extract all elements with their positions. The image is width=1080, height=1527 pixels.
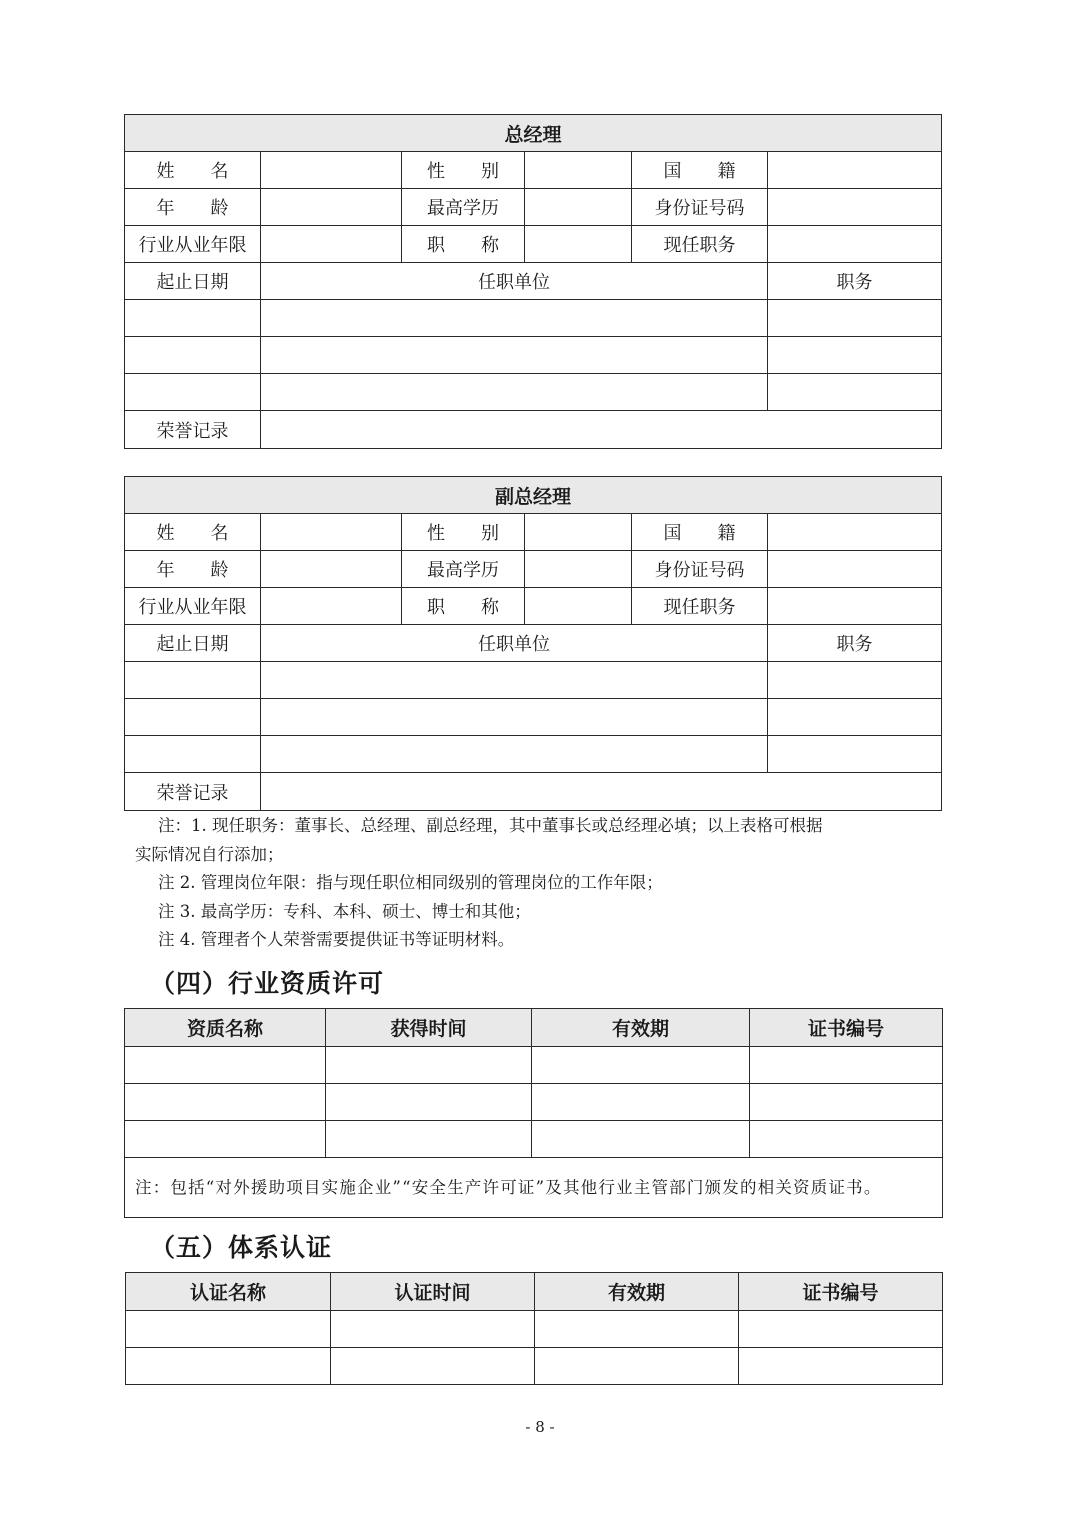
position-field[interactable]	[768, 226, 942, 263]
honors-label: 荣誉记录	[125, 773, 261, 811]
cell[interactable]	[326, 1047, 532, 1084]
table-row	[125, 374, 942, 411]
nationality-label: 国 籍	[632, 152, 768, 189]
period-cell[interactable]	[125, 300, 261, 337]
job-cell[interactable]	[768, 736, 942, 773]
education-label: 最高学历	[402, 189, 525, 226]
section-4-title: （四）行业资质许可	[150, 969, 385, 998]
column-header: 有效期	[532, 1009, 750, 1047]
note-2: 注 2. 管理岗位年限：指与现任职位相同级别的管理岗位的工作年限；	[158, 873, 663, 892]
column-header: 认证时间	[331, 1273, 535, 1311]
period-cell[interactable]	[125, 374, 261, 411]
industry-years-label: 行业从业年限	[125, 226, 261, 263]
column-header: 有效期	[535, 1273, 739, 1311]
note-4: 注 4. 管理者个人荣誉需要提供证书等证明材料。	[158, 930, 515, 949]
position-field[interactable]	[768, 588, 942, 625]
cell[interactable]	[739, 1311, 943, 1348]
cell[interactable]	[750, 1084, 943, 1121]
name-field[interactable]	[261, 152, 402, 189]
table-row	[126, 1311, 943, 1348]
table-row	[125, 736, 942, 773]
cell[interactable]	[125, 1121, 326, 1158]
job-header: 职务	[768, 625, 942, 662]
qualification-table	[124, 1008, 943, 1218]
table-title: 副总经理	[125, 477, 942, 514]
name-field[interactable]	[261, 514, 402, 551]
section-5-title: （五）体系认证	[150, 1233, 333, 1262]
age-field[interactable]	[261, 551, 402, 588]
page-number: - 8 -	[525, 1418, 555, 1436]
employer-header: 任职单位	[261, 263, 768, 300]
title-rank-field[interactable]	[525, 588, 632, 625]
certification-table	[125, 1272, 943, 1385]
period-cell[interactable]	[125, 662, 261, 699]
employer-header: 任职单位	[261, 625, 768, 662]
id-number-field[interactable]	[768, 189, 942, 226]
cell[interactable]	[326, 1121, 532, 1158]
employer-cell[interactable]	[261, 300, 768, 337]
education-field[interactable]	[525, 189, 632, 226]
table-row	[125, 337, 942, 374]
general-manager-table	[124, 114, 942, 449]
table-row	[126, 1348, 943, 1385]
job-cell[interactable]	[768, 699, 942, 736]
column-header: 认证名称	[126, 1273, 331, 1311]
table-row	[125, 1047, 943, 1084]
table-row	[125, 699, 942, 736]
period-cell[interactable]	[125, 337, 261, 374]
honors-field[interactable]	[261, 411, 942, 449]
job-cell[interactable]	[768, 662, 942, 699]
cell[interactable]	[125, 1047, 326, 1084]
id-number-field[interactable]	[768, 551, 942, 588]
table-row	[125, 662, 942, 699]
cell[interactable]	[739, 1348, 943, 1385]
period-cell[interactable]	[125, 736, 261, 773]
table-row	[125, 1084, 943, 1121]
cell[interactable]	[532, 1047, 750, 1084]
education-field[interactable]	[525, 551, 632, 588]
honors-field[interactable]	[261, 773, 942, 811]
cell[interactable]	[535, 1348, 739, 1385]
education-label: 最高学历	[402, 551, 525, 588]
title-rank-label: 职 称	[402, 588, 525, 625]
table-row	[125, 1121, 943, 1158]
employer-cell[interactable]	[261, 736, 768, 773]
id-number-label: 身份证号码	[632, 189, 768, 226]
column-header: 资质名称	[125, 1009, 326, 1047]
industry-years-field[interactable]	[261, 226, 402, 263]
industry-years-field[interactable]	[261, 588, 402, 625]
employer-cell[interactable]	[261, 374, 768, 411]
table-title: 总经理	[125, 115, 942, 152]
cell[interactable]	[125, 1084, 326, 1121]
position-label: 现任职务	[632, 226, 768, 263]
table-row	[125, 300, 942, 337]
title-rank-label: 职 称	[402, 226, 525, 263]
employer-cell[interactable]	[261, 662, 768, 699]
gender-label: 性 别	[402, 152, 525, 189]
note-3: 注 3. 最高学历：专科、本科、硕士、博士和其他；	[158, 902, 531, 921]
job-cell[interactable]	[768, 374, 942, 411]
job-header: 职务	[768, 263, 942, 300]
cell[interactable]	[326, 1084, 532, 1121]
cell[interactable]	[535, 1311, 739, 1348]
column-header: 证书编号	[739, 1273, 943, 1311]
cell[interactable]	[532, 1121, 750, 1158]
employer-cell[interactable]	[261, 699, 768, 736]
gender-field[interactable]	[525, 152, 632, 189]
column-header: 获得时间	[326, 1009, 532, 1047]
period-header: 起止日期	[125, 263, 261, 300]
cell[interactable]	[331, 1348, 535, 1385]
gender-field[interactable]	[525, 514, 632, 551]
job-cell[interactable]	[768, 337, 942, 374]
note-1b: 实际情况自行添加；	[135, 845, 284, 864]
age-field[interactable]	[261, 189, 402, 226]
age-label: 年 龄	[125, 189, 261, 226]
age-label: 年 龄	[125, 551, 261, 588]
nationality-field[interactable]	[768, 514, 942, 551]
cell[interactable]	[750, 1121, 943, 1158]
nationality-field[interactable]	[768, 152, 942, 189]
honors-label: 荣誉记录	[125, 411, 261, 449]
job-cell[interactable]	[768, 300, 942, 337]
cell[interactable]	[331, 1311, 535, 1348]
employer-cell[interactable]	[261, 337, 768, 374]
period-header: 起止日期	[125, 625, 261, 662]
period-cell[interactable]	[125, 699, 261, 736]
position-label: 现任职务	[632, 588, 768, 625]
cell[interactable]	[126, 1348, 331, 1385]
nationality-label: 国 籍	[632, 514, 768, 551]
deputy-general-manager-table	[124, 476, 942, 811]
name-label: 姓 名	[125, 514, 261, 551]
note-1a: 注：1. 现任职务：董事长、总经理、副总经理，其中董事长或总经理必填；以上表格可根据	[158, 816, 823, 835]
column-header: 证书编号	[750, 1009, 943, 1047]
id-number-label: 身份证号码	[632, 551, 768, 588]
cell[interactable]	[532, 1084, 750, 1121]
industry-years-label: 行业从业年限	[125, 588, 261, 625]
gender-label: 性 别	[402, 514, 525, 551]
qualification-note: 注：包括“对外援助项目实施企业”“安全生产许可证”及其他行业主管部门颁发的相关资质证书。	[125, 1158, 943, 1218]
cell[interactable]	[126, 1311, 331, 1348]
name-label: 姓 名	[125, 152, 261, 189]
title-rank-field[interactable]	[525, 226, 632, 263]
cell[interactable]	[750, 1047, 943, 1084]
